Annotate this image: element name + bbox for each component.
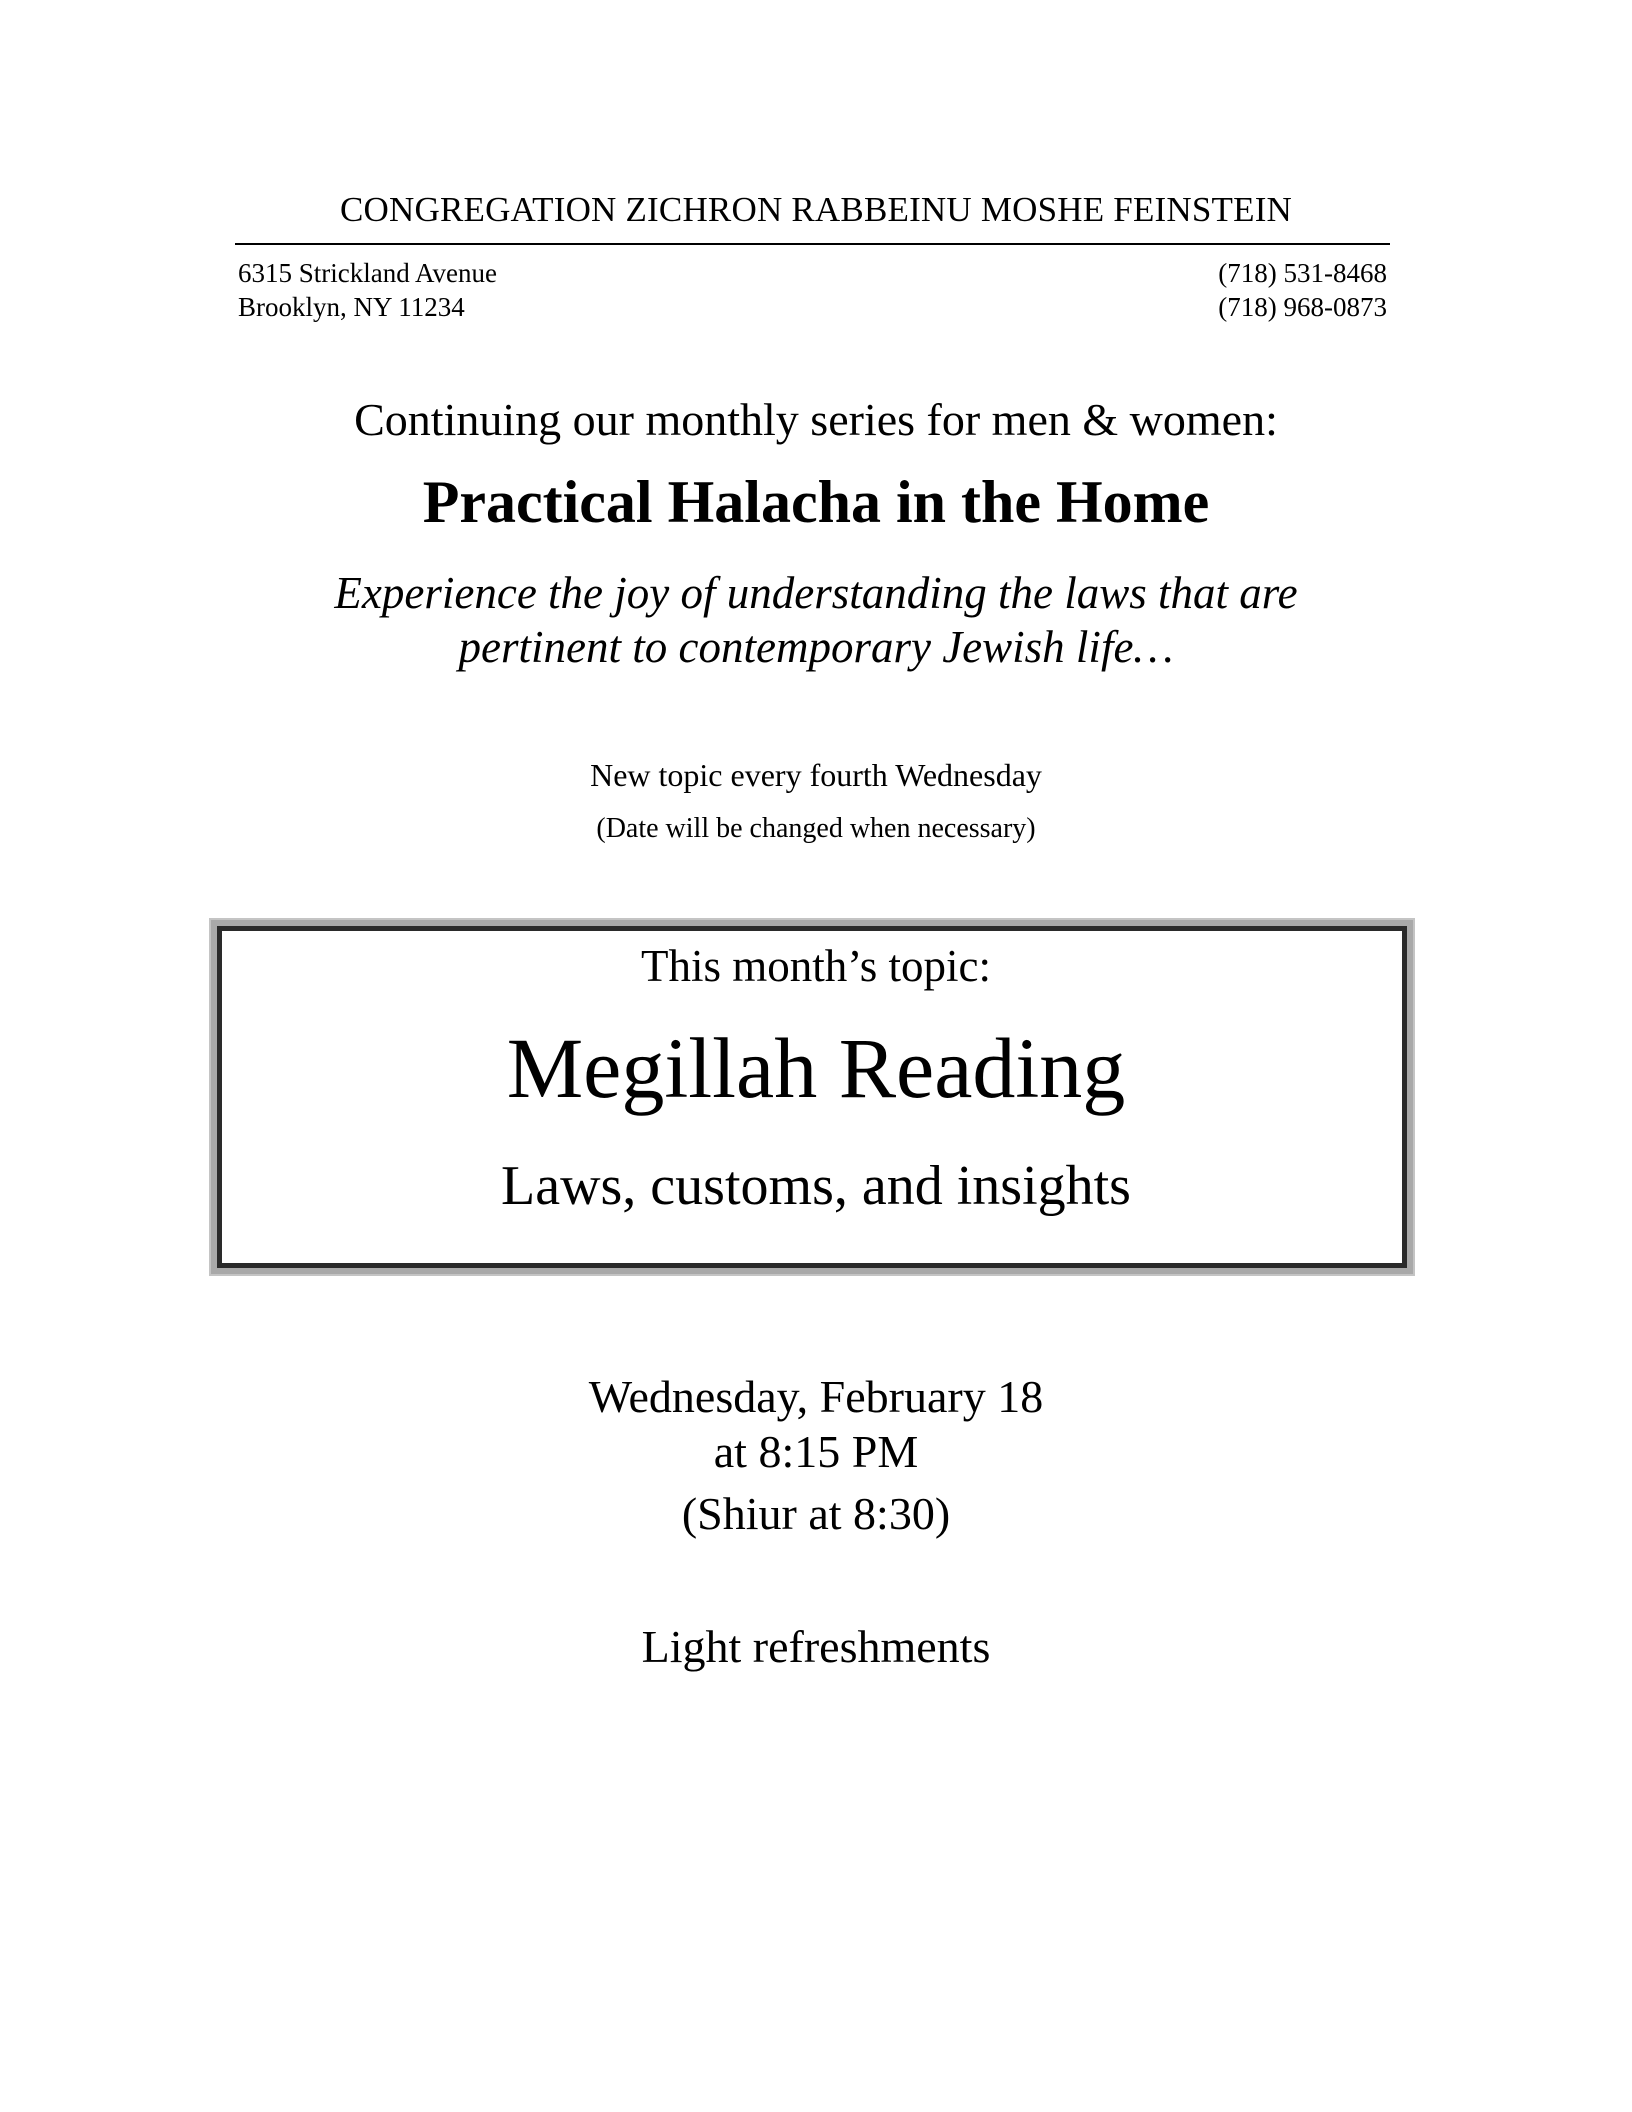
series-tagline [0,566,1632,674]
shiur-time: (Shiur at 8:30) [681,1488,951,1539]
topic-subtitle: Laws, customs, and insights [501,1155,1131,1217]
topic-label: This month’s topic: [640,941,991,991]
topic-title: Megillah Reading [506,1020,1126,1116]
address-line-1: 6315 Strickland Avenue [238,258,497,288]
phone-number-1: (718) 531-8468 [1218,258,1387,288]
tagline-line-1: Experience the joy of understanding the laws that are [334,568,1298,618]
header-divider [235,243,1390,245]
tagline-line-2: pertinent to contemporary Jewish life… [458,622,1174,672]
address-line-2: Brooklyn, NY 11234 [238,292,465,322]
organization-name: CONGREGATION ZICHRON RABBEINU MOSHE FEINSTEIN [339,190,1293,229]
series-title: Practical Halacha in the Home [422,469,1210,535]
series-intro: Continuing our monthly series for men & women: [354,394,1278,445]
phone-number-2: (718) 968-0873 [1218,292,1387,322]
refreshments-note: Light refreshments [641,1621,991,1672]
event-date: Wednesday, February 18 [588,1371,1044,1422]
schedule-note: (Date will be changed when necessary) [596,813,1036,844]
event-time: at 8:15 PM [713,1426,919,1477]
schedule-text: New topic every fourth Wednesday [590,757,1042,793]
